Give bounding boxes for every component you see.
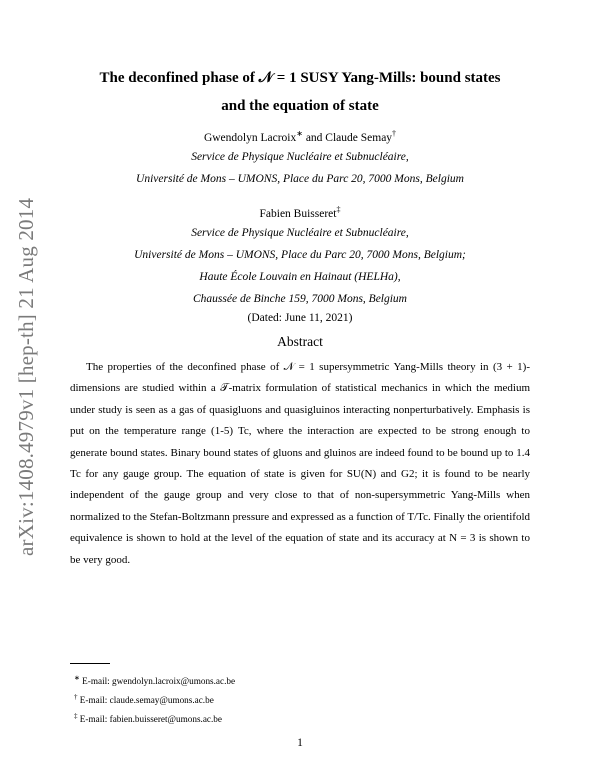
author-line-2 (60, 203, 540, 221)
footnote-mark: ∗ (296, 129, 303, 138)
affiliation-line: Service de Physique Nucléaire et Subnucléaire, (191, 227, 409, 239)
affiliation-line: Haute École Louvain en Hainaut (HELHa), (199, 271, 401, 283)
affiliation-line: Chaussée de Binche 159, 7000 Mons, Belgium (193, 293, 407, 305)
footnote-mark: ‡ (336, 205, 341, 214)
author-name: Fabien Buisseret (259, 207, 337, 220)
footnotes (70, 663, 530, 727)
footnote-mark: † (392, 129, 397, 138)
footnote-text: E-mail: gwendolyn.lacroix@umons.ac.be (82, 676, 236, 687)
page-number: 1 (297, 737, 303, 749)
affiliation-line: Université de Mons – UMONS, Place du Parc 20, 7000 Mons, Belgium (136, 173, 464, 185)
abstract-body: The properties of the deconfined phase of 𝒩 = 1 supersymmetric Yang-Mills theory in (3 + 1)-dimensions are studied within a 𝒯-matrix formulation of statistical mechanics in which the medium under study is seen as a gas of quasigluons and quasigluinos interacting nonperturbatively. Emphasis is put on the temperature range (1-5) Tc, where the interaction are expected to be strong enough to generate bound states. Binary bound states of gluons and gluinos are indeed found to be bound up to 1.4 Tc for any gauge group. The equation of state is given for SU(N) and G2; it is found to be nearly independent of the gauge group and very close to that of non-supersymmetric Yang-Mills when normalized to the Stefan-Boltzmann pressure and expressed as a function of T/Tc. Finally the orientifold equivalence is shown to hold at the level of the equation of state and its accuracy at N = 3 is shown to be very good. (70, 361, 530, 566)
footnote (70, 708, 530, 727)
footnote-mark: † (74, 693, 78, 702)
footnote-text: E-mail: fabien.buisseret@umons.ac.be (79, 714, 222, 725)
footnote (70, 670, 530, 689)
author-name: Gwendolyn Lacroix (203, 131, 297, 144)
footnote-rule (70, 663, 110, 664)
affiliation-2 (60, 222, 540, 310)
footnote-mark: ‡ (74, 712, 78, 721)
author-line-1 (60, 127, 540, 145)
author-connector: and (302, 131, 326, 144)
footnote-text: E-mail: claude.semay@umons.ac.be (79, 695, 214, 706)
footnote-mark: ∗ (74, 674, 80, 682)
title-line-2: and the equation of state (221, 98, 379, 114)
arxiv-stamp: arXiv:1408.4979v1 [hep-th] 21 Aug 2014 (14, 197, 38, 556)
abstract-heading: Abstract (277, 334, 323, 349)
affiliation-1 (60, 146, 540, 190)
paper-title (60, 64, 540, 120)
affiliation-line: Service de Physique Nucléaire et Subnucléaire, (191, 151, 409, 163)
affiliation-line: Université de Mons – UMONS, Place du Parc 20, 7000 Mons, Belgium; (134, 249, 466, 261)
dated-line: (Dated: June 11, 2021) (247, 312, 353, 324)
title-line-1: The deconfined phase of 𝒩 = 1 SUSY Yang-Mills: bound states (99, 70, 501, 86)
footnote (70, 689, 530, 708)
author-name: Claude Semay (325, 131, 393, 144)
